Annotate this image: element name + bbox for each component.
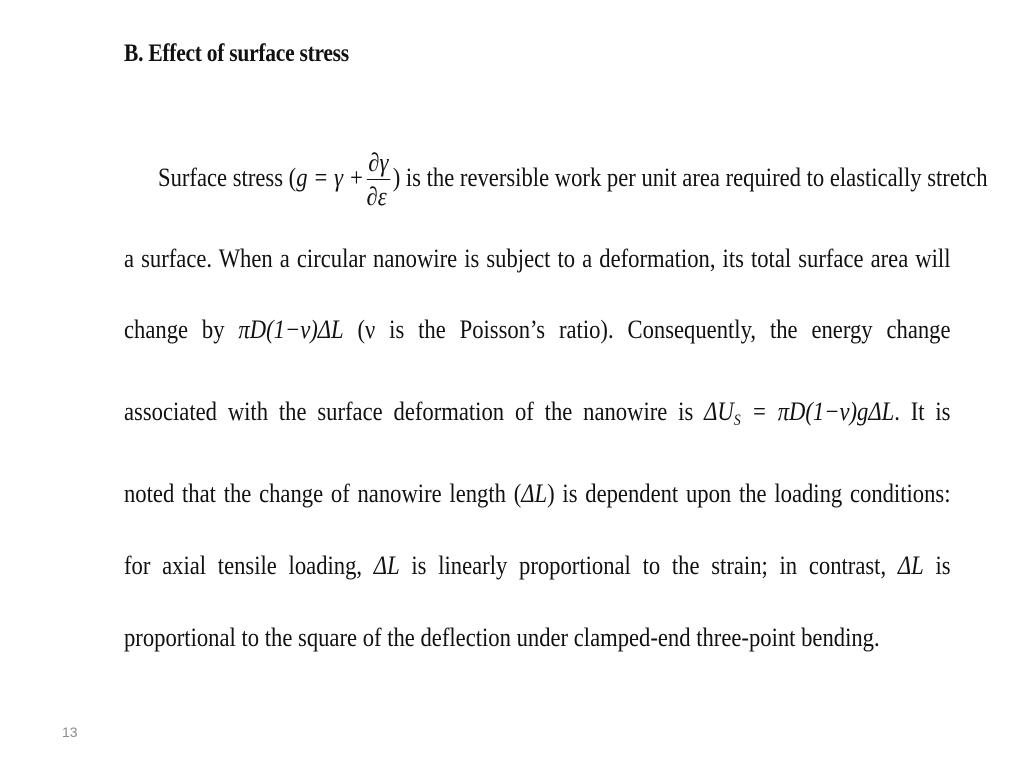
energy-symbol: ΔU (704, 397, 734, 426)
line4-text-a: associated with the surface deformation of the nanowire is (124, 397, 694, 426)
length-change-symbol: ΔL (521, 479, 548, 508)
line3-text-b: (ν is the Poisson’s ratio). Consequently, the energy change (357, 315, 951, 344)
paragraph-line-2: a surface. When a circular nanowire is subject to a deformation, its total surface area will (124, 244, 951, 273)
energy-subscript: S (733, 412, 741, 429)
paragraph-line-7: proportional to the square of the deflection under clamped-end three-point bending. (124, 623, 880, 652)
line6-text-a: for axial tensile loading, (124, 551, 363, 580)
paragraph-line-4 (124, 396, 951, 437)
surface-stress-equation: g = γ + (296, 162, 364, 192)
line1-text-a: Surface stress ( (158, 162, 297, 192)
section-heading: B. Effect of surface stress (124, 40, 349, 67)
fraction-numerator: ∂γ (367, 150, 391, 180)
partial-derivative-fraction (367, 150, 391, 210)
paragraph-line-3 (124, 314, 951, 346)
paragraph-line-1 (158, 148, 988, 211)
line5-text-a: noted that the change of nanowire length ( (124, 479, 522, 508)
line6-text-c: is (935, 551, 951, 580)
energy-formula: = πD(1−ν)gΔL (751, 397, 895, 426)
paragraph-line-6 (124, 550, 951, 582)
length-change-symbol: ΔL (373, 551, 400, 580)
length-change-symbol: ΔL (897, 551, 924, 580)
line3-text-a: change by (124, 315, 225, 344)
line1-text-b: ) is the reversible work per unit area required to elastically stretch (392, 162, 988, 192)
line6-text-b: is linearly proportional to the strain; in contrast, (411, 551, 887, 580)
slide-number: 13 (62, 724, 78, 740)
line5-text-b: ) is dependent upon the loading conditions: (547, 479, 951, 508)
line4-text-b: . It is (894, 397, 951, 426)
fraction-denominator: ∂ε (366, 182, 387, 211)
energy-change-expression (704, 397, 895, 429)
paragraph-line-5 (124, 478, 951, 510)
area-change-expression: πD(1−ν)ΔL (238, 315, 344, 344)
